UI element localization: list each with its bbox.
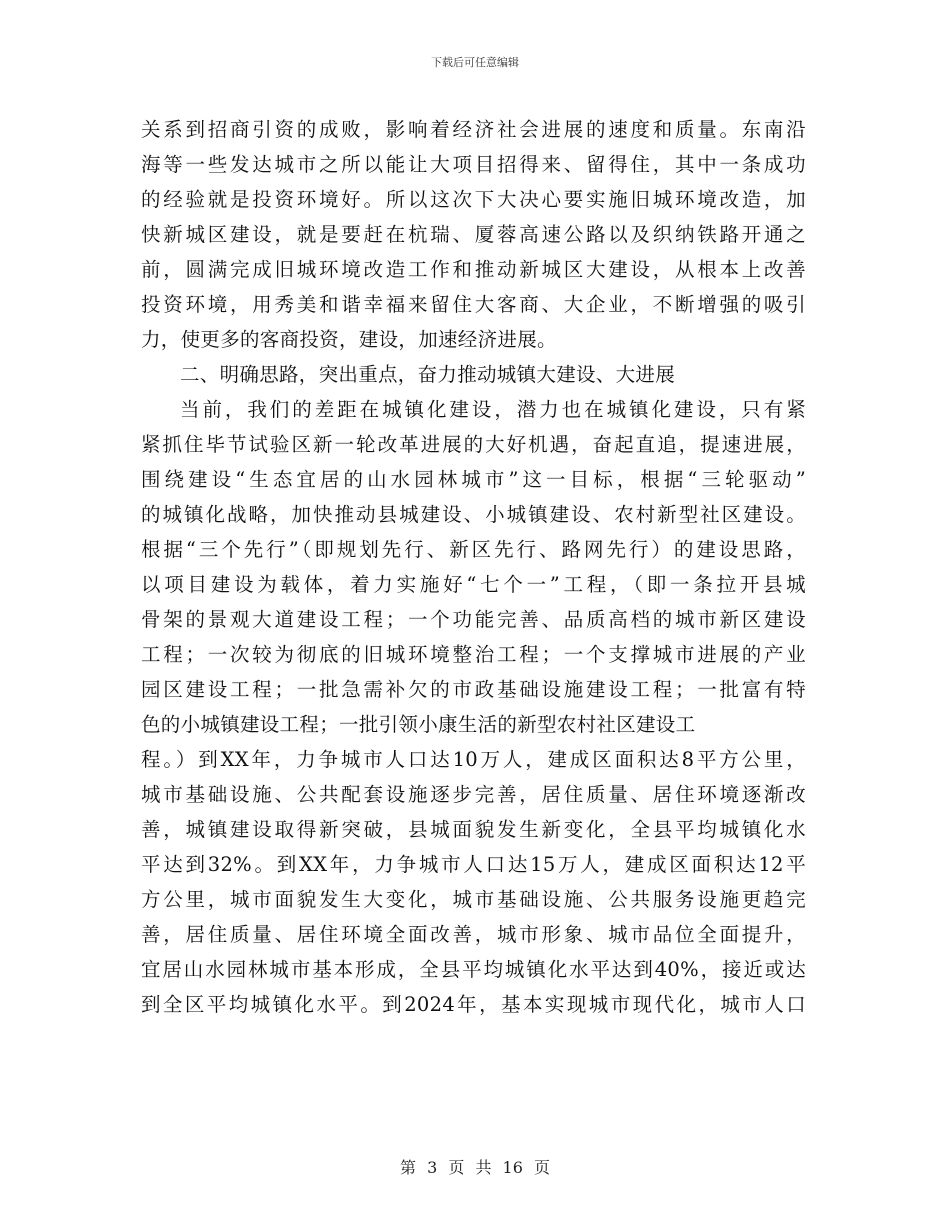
- text-line: 程。）到XX年，力争城市人口达10万人，建成区面积达8平方公里，: [141, 748, 806, 771]
- text-line: 的城镇化战略，加快推动县城建设、小城镇建设、农村新型社区建设。: [141, 503, 806, 526]
- text-line: 的经验就是投资环境好。所以这次下大决心要实施旧城环境改造，加: [141, 188, 806, 211]
- text-line: 当前，我们的差距在城镇化建设，潜力也在城镇化建设，只有紧: [180, 398, 806, 421]
- text-line: 园区建设工程；一批急需补欠的市政基础设施建设工程；一批富有特: [141, 678, 806, 701]
- text-line: 海等一些发达城市之所以能让大项目招得来、留得住，其中一条成功: [141, 153, 806, 176]
- text-line: 围绕建设“生态宜居的山水园林城市”这一目标，根据“三轮驱动”: [141, 468, 806, 491]
- text-line: 紧抓住毕节试验区新一轮改革进展的大好机遇，奋起直追，提速进展，: [141, 433, 806, 456]
- page-header: 下载后可任意编辑: [431, 56, 519, 69]
- text-line: 快新城区建设，就是要赶在杭瑞、厦蓉高速公路以及织纳铁路开通之: [141, 223, 806, 246]
- text-line: 善，城镇建设取得新突破，县城面貌发生新变化，全县平均城镇化水: [141, 818, 806, 841]
- text-line: 投资环境，用秀美和谐幸福来留住大客商、大企业，不断增强的吸引: [141, 293, 806, 316]
- text-line: 力，使更多的客商投资，建设，加速经济进展。: [141, 328, 557, 351]
- text-line: 善，居住质量、居住环境全面改善，城市形象、城市品位全面提升，: [141, 923, 806, 946]
- text-line: 工程；一次较为彻底的旧城环境整治工程；一个支撑城市进展的产业: [141, 643, 806, 666]
- text-line: 前，圆满完成旧城环境改造工作和推动新城区大建设，从根本上改善: [141, 258, 806, 281]
- text-line: 骨架的景观大道建设工程；一个功能完善、品质高档的城市新区建设: [141, 608, 806, 631]
- text-line: 方公里，城市面貌发生大变化，城市基础设施、公共服务设施更趋完: [141, 888, 806, 911]
- page-number: 第 3 页 共 16 页: [400, 1158, 550, 1177]
- text-line: 色的小城镇建设工程；一批引领小康生活的新型农村社区建设工: [141, 713, 696, 736]
- text-line: 根据“三个先行”（即规划先行、新区先行、路网先行）的建设思路，: [141, 538, 806, 561]
- text-line: 到全区平均城镇化水平。到2024年，基本实现城市现代化，城市人口: [141, 993, 806, 1016]
- text-line: 平达到32%。到XX年，力争城市人口达15万人，建成区面积达12平: [141, 853, 806, 876]
- text-line: 以项目建设为载体，着力实施好“七个一”工程，（即一条拉开县城: [141, 573, 806, 596]
- text-line: 宜居山水园林城市基本形成，全县平均城镇化水平达到40%，接近或达: [141, 958, 806, 981]
- document-body: [141, 112, 806, 1022]
- text-line: 城市基础设施、公共配套设施逐步完善，居住质量、居住环境逐渐改: [141, 783, 806, 806]
- section-heading: 二、明确思路，突出重点，奋力推动城镇大建设、大进展: [180, 363, 676, 386]
- text-line: 关系到招商引资的成败，影响着经济社会进展的速度和质量。东南沿: [141, 118, 806, 141]
